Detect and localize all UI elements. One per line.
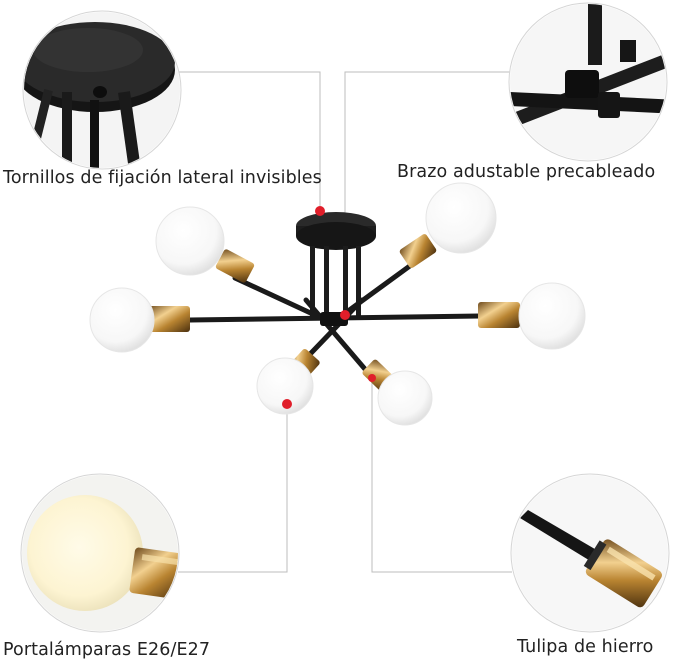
ceiling-canopy [296, 212, 376, 250]
callout-canopy-detail [15, 10, 190, 180]
leader-line-top-left [178, 72, 320, 210]
label-lampholder-e26-e27: Portalámparas E26/E27 [3, 640, 211, 660]
bulb-left [90, 288, 154, 352]
chandelier [90, 183, 585, 425]
label-adjustable-prewired-arm: Brazo adustable precableado [397, 162, 656, 182]
callout-arm-detail [500, 0, 679, 170]
marker-lampholder [282, 399, 292, 409]
label-invisible-side-screws: Tornillos de fijación lateral invisibles [3, 168, 322, 188]
bulb-lower-right [378, 371, 432, 425]
label-iron-shade: Tulipa de hierro [517, 637, 654, 657]
bulb-upper-left [156, 207, 224, 275]
bulb-upper-right [426, 183, 496, 253]
leader-line-bottom-left [178, 404, 287, 572]
bulb-right [519, 283, 585, 349]
callout-socket-detail [505, 470, 675, 640]
marker-canopy-screw [315, 206, 325, 216]
marker-socket [368, 374, 376, 382]
callout-lampholder-detail [20, 470, 190, 640]
marker-arm-joint [340, 310, 350, 320]
